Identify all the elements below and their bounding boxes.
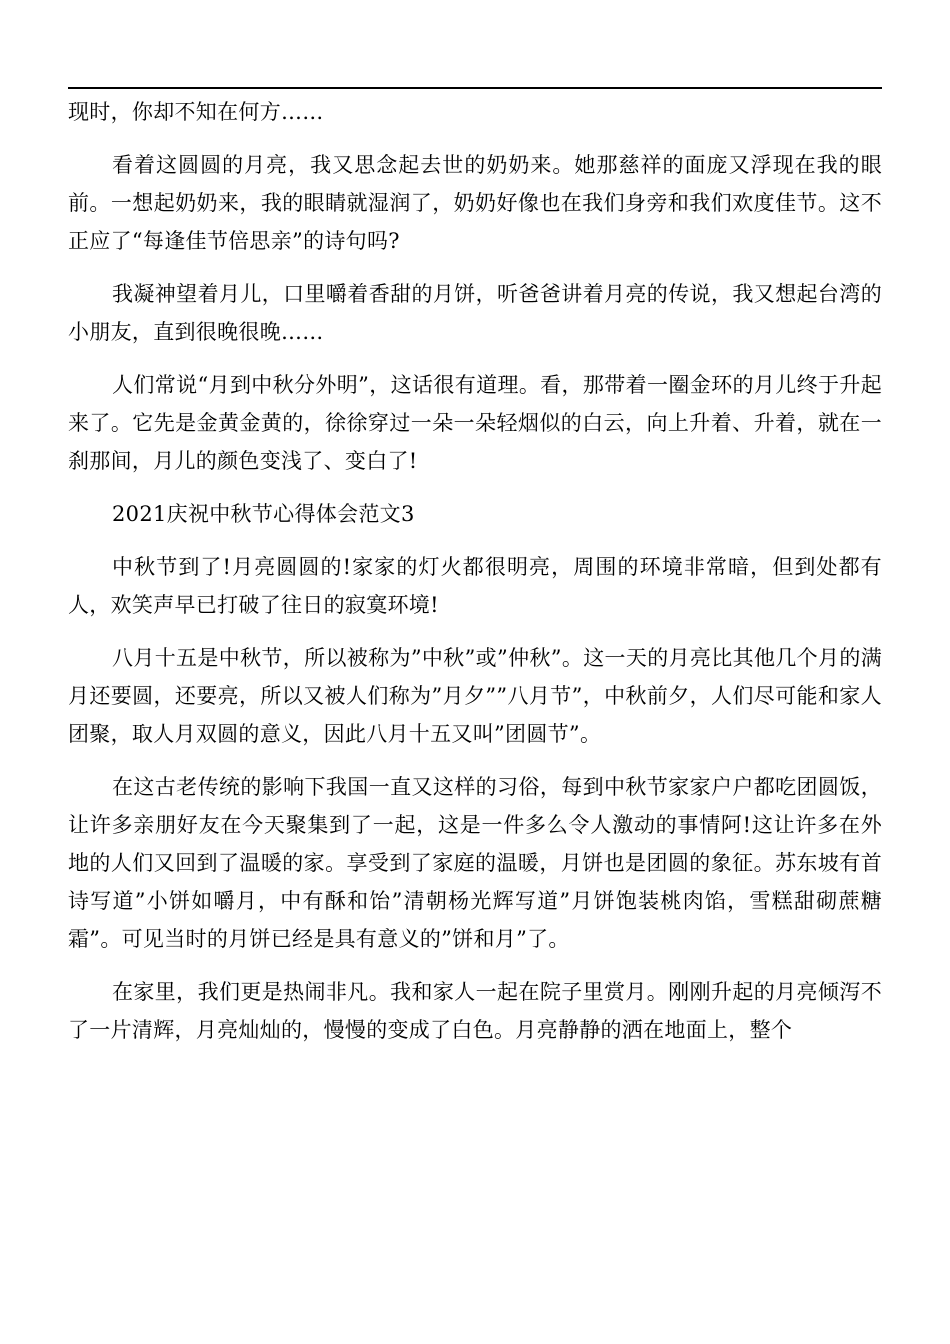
paragraph-festival-origin: 八月十五是中秋节，所以被称为”中秋”或”仲秋”。这一天的月亮比其他几个月的满月还要圆，还要亮，所以又被人们称为”月夕””八月节”，中秋前夕，人们尽可能和家人团聚，取人月双圆的意义，因此八月十五又叫”团圆节”。 — [68, 646, 882, 746]
paragraph-tradition: 在这古老传统的影响下我国一直又这样的习俗，每到中秋节家家户户都吃团圆饭，让许多亲朋好友在今天聚集到了一起，这是一件多么令人激动的事情阿!这让许多在外地的人们又回到了温暖的家。享受到了家庭的温暖，月饼也是团圆的象征。苏东坡有首诗写道”小饼如嚼月，中有酥和饴”清朝杨光辉写道”月饼饱装桃肉馅，雪糕甜砌蔗糖霜”。可见当时的月饼已经是具有意义的”饼和月”了。 — [68, 775, 882, 951]
header-rule — [68, 87, 882, 89]
paragraph-grandmother: 看着这圆圆的月亮，我又思念起去世的奶奶来。她那慈祥的面庞又浮现在我的眼前。一想起奶奶来，我的眼睛就湿润了，奶奶好像也在我们身旁和我们欢度佳节。这不正应了“每逢佳节倍思亲”的诗句吗? — [68, 153, 882, 253]
paragraph-festival-night: 中秋节到了!月亮圆圆的!家家的灯火都很明亮，周围的环境非常暗，但到处都有人，欢笑声早已打破了往日的寂寞环境! — [68, 555, 882, 617]
section-heading: 2021庆祝中秋节心得体会范文3 — [112, 502, 415, 526]
document-body — [68, 93, 882, 1064]
paragraph-moon-rising: 人们常说“月到中秋分外明”，这话很有道理。看，那带着一圈金环的月儿终于升起来了。它先是金黄金黄的，徐徐穿过一朵一朵轻烟似的白云，向上升着、升着，就在一刹那间，月儿的颜色变浅了、变白了! — [68, 373, 882, 473]
paragraph-moon-gazing: 我凝神望着月儿，口里嚼着香甜的月饼，听爸爸讲着月亮的传说，我又想起台湾的小朋友，直到很晚很晚…… — [68, 282, 882, 344]
paragraph-continuation: 现时，你却不知在何方…… — [68, 100, 324, 124]
paragraph-at-home: 在家里，我们更是热闹非凡。我和家人一起在院子里赏月。刚刚升起的月亮倾泻不了一片清辉，月亮灿灿的，慢慢的变成了白色。月亮静静的洒在地面上，整个 — [68, 980, 882, 1042]
